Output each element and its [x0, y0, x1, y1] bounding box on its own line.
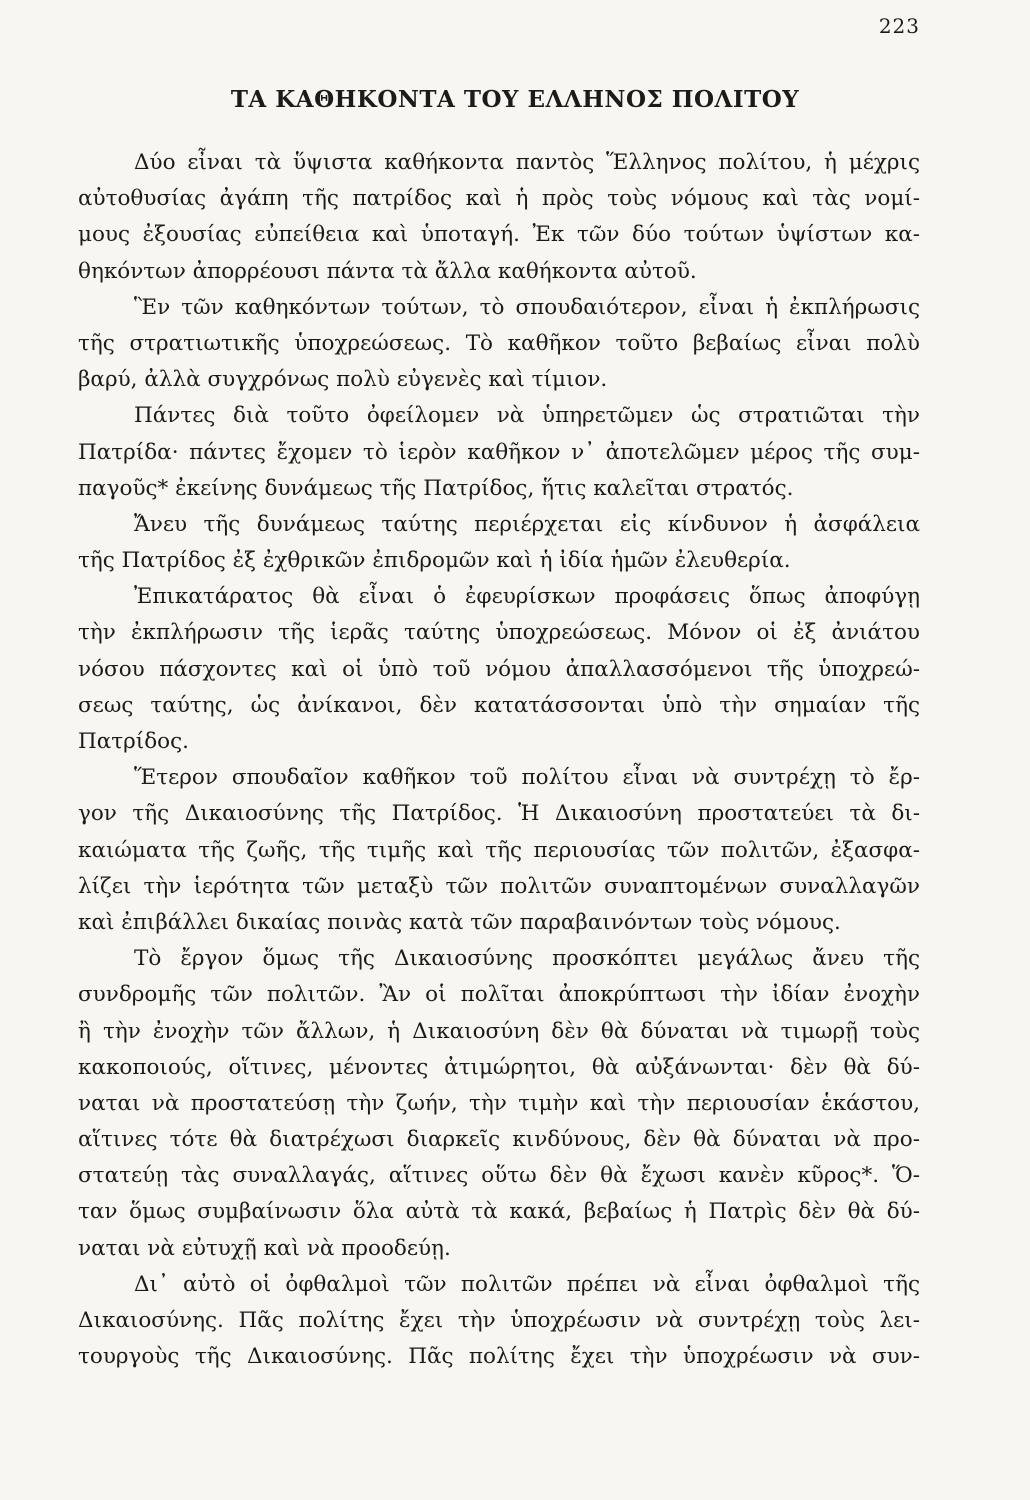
text-line: θηκόντων ἀπορρέουσι πάντα τὰ ἄλλα καθήκοντα αὐτοῦ. [78, 258, 697, 284]
text-line: Ἕτερον σπουδαῖον καθῆκον τοῦ πολίτου εἶναι νὰ συντρέχῃ τὸ ἔρ- [134, 765, 920, 791]
text-line: κακοποιούς, οἵτινες, μένοντες ἀτιμώρητοι, θὰ αὐξάνωνται· δὲν θὰ δύ- [78, 1054, 920, 1080]
text-line: στατεύῃ τὰς συναλλαγάς, αἵτινες οὕτω δὲν θὰ ἔχωσι κανὲν κῦρος*. Ὅ- [78, 1163, 920, 1189]
text-line: ναται νὰ εὐτυχῇ καὶ νὰ προοδεύῃ. [78, 1235, 451, 1261]
text-line: καὶ ἐπιβάλλει δικαίας ποινὰς κατὰ τῶν παραβαινόντων τοὺς νόμους. [78, 909, 841, 935]
text-line: καιώματα τῆς ζωῆς, τῆς τιμῆς καὶ τῆς περιουσίας τῶν πολιτῶν, ἐξασφα- [78, 837, 920, 863]
text-line: Δικαιοσύνης. Πᾶς πολίτης ἔχει τὴν ὑποχρέωσιν νὰ συντρέχῃ τοὺς λει- [78, 1308, 920, 1333]
text-line: λίζει τὴν ἱερότητα τῶν μεταξὺ τῶν πολιτῶν συναπτομένων συναλλαγῶν [78, 873, 920, 899]
page-number: 223 [878, 14, 920, 38]
text-line: Πατρίδα· πάντες ἔχομεν τὸ ἱερὸν καθῆκον ν᾽ ἀποτελῶμεν μέρος τῆς συμ- [78, 439, 920, 465]
text-line: συνδρομῆς τῶν πολιτῶν. Ἂν οἱ πολῖται ἀποκρύπτωσι τὴν ἰδίαν ἐνοχὴν [78, 982, 920, 1008]
text-line: Τὸ ἔργον ὅμως τῆς Δικαιοσύνης προσκόπτει μεγάλως ἄνευ τῆς [134, 946, 920, 972]
text-line: μους ἐξουσίας εὐπείθεια καὶ ὑποταγή. Ἐκ τῶν δύο τούτων ὑψίστων κα- [78, 222, 920, 248]
text-line: Ἓν τῶν καθηκόντων τούτων, τὸ σπουδαιότερον, εἶναι ἡ ἐκπλήρωσις [134, 294, 920, 320]
text-line: Δύο εἶναι τὰ ὕψιστα καθήκοντα παντὸς Ἕλληνος πολίτου, ἡ μέχρις [134, 150, 920, 175]
text-line: Ἄνευ τῆς δυνάμεως ταύτης περιέρχεται εἰς κίνδυνον ἡ ἀσφάλεια [134, 511, 920, 537]
text-line: ναται νὰ προστατεύσῃ τὴν ζωήν, τὴν τιμὴν καὶ τὴν περιουσίαν ἑκάστου, [78, 1090, 920, 1116]
text-line: τῆς στρατιωτικῆς ὑποχρεώσεως. Τὸ καθῆκον τοῦτο βεβαίως εἶναι πολὺ [78, 330, 920, 356]
text-line: τὴν ἐκπλήρωσιν τῆς ἱερᾶς ταύτης ὑποχρεώσεως. Μόνον οἱ ἐξ ἀνιάτου [78, 620, 920, 646]
page-title: ΤΑ ΚΑΘΗΚΟΝΤΑ ΤΟΥ ΕΛΛΗΝΟΣ ΠΟΛΙΤΟΥ [230, 86, 800, 113]
text-line: νόσου πάσχοντες καὶ οἱ ὑπὸ τοῦ νόμου ἀπαλλασσόμενοι τῆς ὑποχρεώ- [78, 656, 920, 682]
text-line: γον τῆς Δικαιοσύνης τῆς Πατρίδος. Ἡ Δικαιοσύνη προστατεύει τὰ δι- [78, 801, 920, 827]
text-line: Πάντες διὰ τοῦτο ὀφείλομεν νὰ ὑπηρετῶμεν ὡς στρατιῶται τὴν [134, 403, 920, 429]
text-line: σεως ταύτης, ὡς ἀνίκανοι, δὲν κατατάσσονται ὑπὸ τὴν σημαίαν τῆς [78, 692, 920, 718]
text-line: παγοῦς* ἐκείνης δυνάμεως τῆς Πατρίδος, ἥτις καλεῖται στρατός. [78, 475, 794, 501]
text-line: ταν ὅμως συμβαίνωσιν ὅλα αὐτὰ τὰ κακά, βεβαίως ἡ Πατρὶς δὲν θὰ δύ- [78, 1199, 920, 1225]
text-line: ἢ τὴν ἐνοχὴν τῶν ἄλλων, ἡ Δικαιοσύνη δὲν θὰ δύναται νὰ τιμωρῇ τοὺς [78, 1018, 920, 1044]
text-line: αὐτοθυσίας ἀγάπη τῆς πατρίδος καὶ ἡ πρὸς τοὺς νόμους καὶ τὰς νομί- [78, 186, 920, 212]
text-line: Ἐπικατάρατος θὰ εἶναι ὁ ἐφευρίσκων προφάσεις ὅπως ἀποφύγῃ [134, 584, 920, 610]
text-line: Πατρίδος. [78, 729, 189, 754]
text-line: Δι᾽ αὐτὸ οἱ ὀφθαλμοὶ τῶν πολιτῶν πρέπει νὰ εἶναι ὀφθαλμοὶ τῆς [134, 1271, 920, 1297]
body-text [78, 145, 920, 1375]
text-line: τουργοὺς τῆς Δικαιοσύνης. Πᾶς πολίτης ἔχει τὴν ὑποχρέωσιν νὰ συν- [78, 1344, 920, 1370]
text-line: αἵτινες τότε θὰ διατρέχωσι διαρκεῖς κινδύνους, δὲν θὰ δύναται νὰ προ- [78, 1127, 920, 1153]
text-line: βαρύ, ἀλλὰ συγχρόνως πολὺ εὐγενὲς καὶ τίμιον. [78, 367, 608, 393]
text-line: τῆς Πατρίδος ἐξ ἐχθρικῶν ἐπιδρομῶν καὶ ἡ ἰδία ἡμῶν ἐλευθερία. [78, 548, 791, 574]
